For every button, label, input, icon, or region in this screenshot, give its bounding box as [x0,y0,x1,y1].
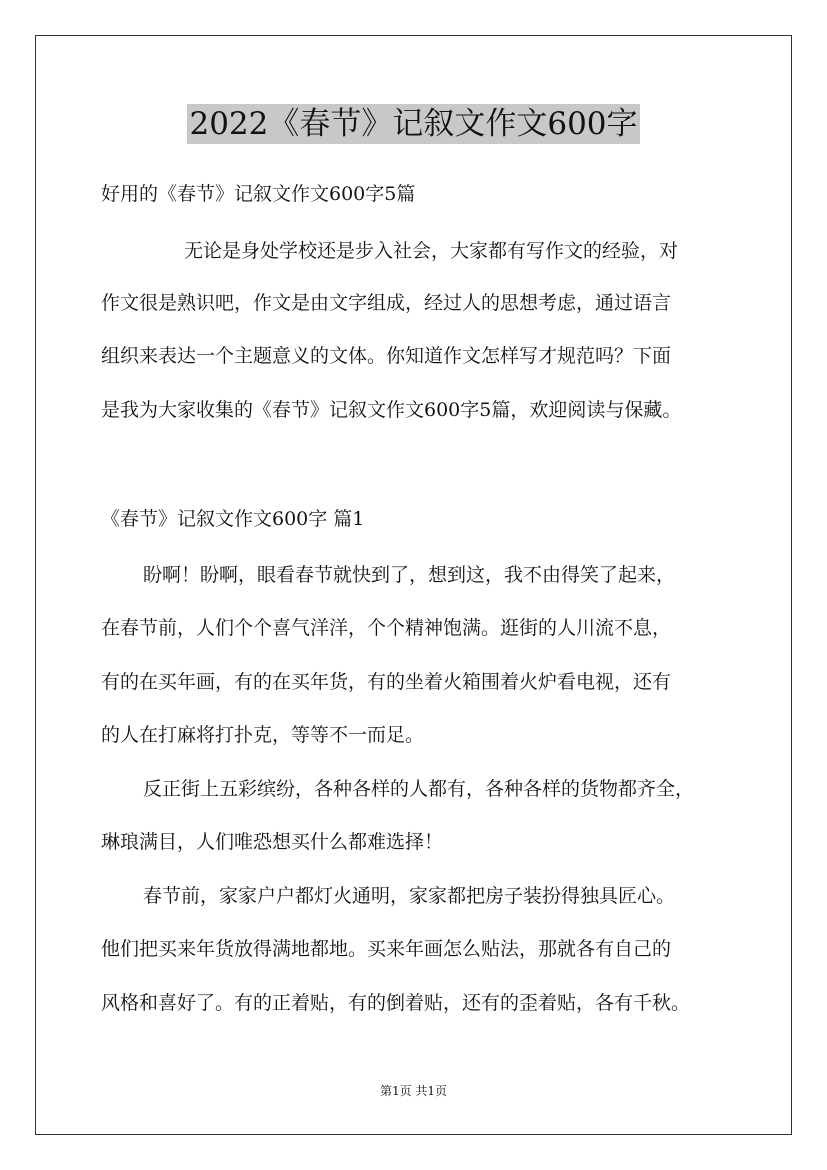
body-line-5: 反正街上五彩缤纷，各种各样的人都有，各种各样的货物都齐全， [143,778,695,800]
document-title-text: 2022《春节》记叙文作文600字 [189,106,638,142]
document-subtitle: 好用的《春节》记叙文作文600字5篇 [101,183,416,205]
body-line-4: 的人在打麻将打扑克，等等不一而足。 [101,724,425,746]
body-line-3: 有的在买年画，有的在买年货，有的坐着火箱围着火炉看电视，还有 [101,671,672,693]
body-line-8: 他们把买来年货放得满地都地。买来年画怎么贴法，那就各有自己的 [101,938,672,960]
section-heading: 《春节》记叙文作文600字 篇1 [101,508,365,530]
intro-line-3: 组织来表达一个主题意义的文体。你知道作文怎样写才规范吗？下面 [101,345,672,367]
intro-line-4: 是我为大家收集的《春节》记叙文作文600字5篇，欢迎阅读与保藏。 [101,399,682,421]
body-line-6: 琳琅满目，人们唯恐想买什么都难选择！ [101,831,444,853]
intro-line-1: 无论是身处学校还是步入社会，大家都有写作文的经验，对 [184,240,679,262]
body-line-1: 盼啊！盼啊，眼看春节就快到了，想到这，我不由得笑了起来， [143,564,676,586]
intro-line-2: 作文很是熟识吧，作文是由文字组成，经过人的思想考虑，通过语言 [101,292,672,314]
body-line-9: 风格和喜好了。有的正着贴，有的倒着贴，还有的歪着贴，各有千秋。 [101,992,691,1014]
body-line-2: 在春节前，人们个个喜气洋洋，个个精神饱满。逛街的人川流不息， [101,617,672,639]
body-line-7: 春节前，家家户户都灯火通明，家家都把房子装扮得独具匠心。 [143,885,676,907]
document-title [0,104,827,144]
page-number-footer: 第1页 共1页 [379,1084,448,1098]
